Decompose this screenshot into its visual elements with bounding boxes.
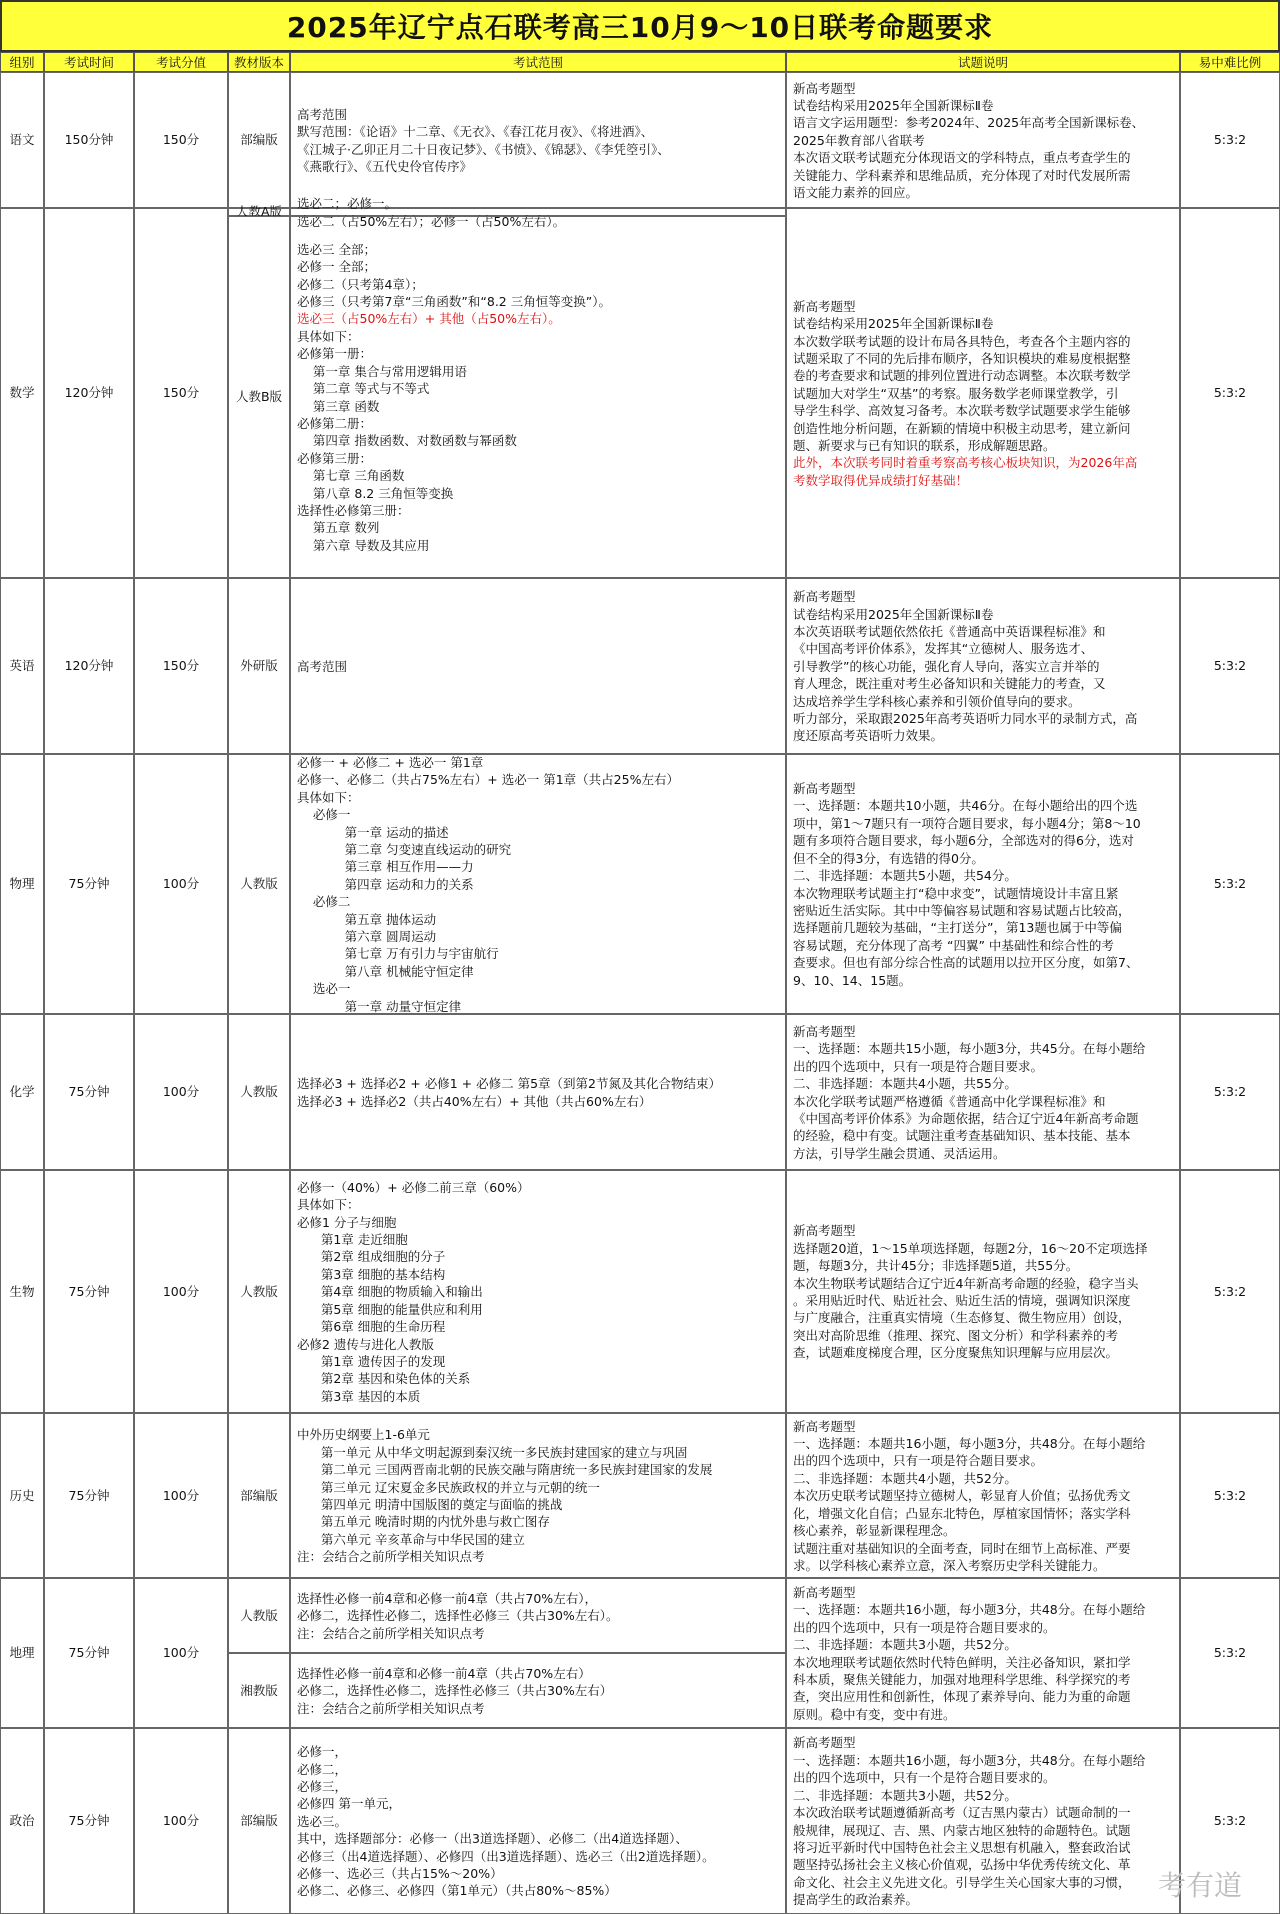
scope-line: 默写范围：《论语》十二章、《无衣》、《春江花月夜》、《将进酒》、 [297, 124, 654, 140]
description-line: 新高考题型 [793, 1223, 856, 1239]
description-line: 卷的考查要求和试题的排列位置进行动态调整。本次联考数学 [793, 368, 1131, 384]
header-version: 教材版本 [228, 52, 290, 72]
subject-cell: 生物 [0, 1170, 44, 1413]
description-line: 查，突出应用性和创新性，体现了素养导向、能力为重的命题 [793, 1689, 1131, 1705]
description-line: 本次生物联考试题结合辽宁近4年新高考命题的经验，稳字当头 [793, 1275, 1139, 1291]
description-line: 查，试题难度梯度合理，区分度聚焦知识理解与应用层次。 [793, 1345, 1119, 1361]
scope-cell [290, 196, 786, 229]
description-line: 题，每题3分，共计45分；非选择题5道，共55分。 [793, 1258, 1079, 1274]
description-line: 新高考题型 [793, 1418, 856, 1434]
scope-line: 必修二 [297, 894, 351, 910]
time-cell: 120分钟 [44, 208, 134, 578]
scope-line: 必修一（40%）+ 必修二前三章（60%） [297, 1179, 530, 1195]
scope-line: 具体如下： [297, 789, 360, 805]
scope-cell [290, 1413, 786, 1578]
scope-line: 第六章 导数及其应用 [297, 537, 430, 553]
description-line: 新高考题型 [793, 80, 856, 96]
subject-cell: 物理 [0, 754, 44, 1014]
scope-line: 第4章 细胞的物质输入和输出 [297, 1284, 483, 1300]
scope-line: 第一章 集合与常用逻辑用语 [297, 363, 467, 379]
scope-line: 第六章 圆周运动 [297, 929, 437, 945]
scope-line: 第1章 遗传因子的发现 [297, 1353, 446, 1369]
scope-line: 第一单元 从中华文明起源到秦汉统一多民族封建国家的建立与巩固 [297, 1444, 688, 1460]
description-line: 。采用贴近时代、贴近社会、贴近生活的情境，强调知识深度 [793, 1293, 1131, 1308]
description-line: 试题注重对基础知识的全面考查，同时在细节上高标准、严要 [793, 1540, 1131, 1556]
header-group: 组别 [0, 52, 44, 72]
time-cell: 120分钟 [44, 578, 134, 754]
scope-line: 选择性必修一前4章和必修一前4章（共占70%左右）， [297, 1590, 597, 1606]
description-line: 本次物理联考试题主打“稳中求变”，试题情境设计丰富且紧 [793, 885, 1119, 901]
scope-line: 必修第三册： [297, 450, 373, 466]
score-cell: 100分 [134, 1728, 228, 1914]
description-line: 此外，本次联考同时着重考察高考核心板块知识，为2026年高 [793, 455, 1138, 471]
scope-line: 第八章 8.2 三角恒等变换 [297, 485, 454, 501]
description-line: 一、选择题：本题共10小题，共46分。在每小题给出的四个选 [793, 798, 1138, 814]
description-line: 化，增强文化自信；凸显东北特色，厚植家国情怀；落实学科 [793, 1505, 1131, 1521]
description-line: 语文能力素养的回应。 [793, 185, 919, 201]
subject-cell: 化学 [0, 1014, 44, 1170]
header-ratio: 易中难比例 [1180, 52, 1280, 72]
scope-line: 第五章 数列 [297, 520, 380, 536]
scope-line: 具体如下： [297, 328, 360, 344]
subject-cell: 历史 [0, 1413, 44, 1578]
scope-line: 必修2 遗传与进化人教版 [297, 1336, 434, 1352]
scope-line: 必修二，选择性必修二，选择性必修三（共占30%左右） [297, 1683, 613, 1699]
subject-cell: 数学 [0, 208, 44, 578]
ratio-cell: 5:3:2 [1180, 1728, 1280, 1914]
scope-line: 第2章 基因和染色体的关系 [297, 1371, 471, 1387]
scope-line: 必修二（只考第4章）； [297, 276, 424, 292]
description-line: 达成培养学生学科核心素养和引领价值导向的要求。 [793, 693, 1081, 709]
scope-line: 必修四 第一单元， [297, 1796, 401, 1812]
version-cell: 人教版 [228, 754, 290, 1014]
description-cell [786, 1728, 1180, 1914]
scope-line: 选择必3 + 选择必2 + 必修1 + 必修二 第5章（到第2节氮及其化合物结束） [297, 1076, 722, 1092]
version-cell: 人教版 [228, 1578, 290, 1653]
score-cell: 100分 [134, 754, 228, 1014]
scope-line: 第二章 匀变速直线运动的研究 [297, 841, 512, 857]
description-line: 突出对高阶思维（推理、探究、图文分析）和学科素养的考 [793, 1327, 1119, 1343]
scope-line: 注：会结合之前所学相关知识点考 [297, 1549, 485, 1565]
description-line: 试题加大对学生“双基”的考察。服务数学老师课堂教学，引 [793, 385, 1119, 401]
time-cell: 75分钟 [44, 1413, 134, 1578]
scope-cell [290, 72, 786, 208]
scope-line: 第四单元 明清中国版图的奠定与面临的挑战 [297, 1497, 563, 1512]
scope-line: 选必三（占50%左右）+ 其他（占50%左右）。 [297, 311, 561, 327]
scope-cell [290, 1728, 786, 1914]
description-line: 本次语文联考试题充分体现语文的学科特点，重点考查学生的 [793, 150, 1131, 166]
description-line: 题有多项符合题目要求，每小题6分，全部选对的得6分，选对 [793, 833, 1134, 849]
ratio-cell: 5:3:2 [1180, 1413, 1280, 1578]
description-cell [786, 1170, 1180, 1413]
description-line: 选择题20道，1～15单项选择题，每题2分，16～20不定项选择 [793, 1240, 1148, 1256]
description-line: 提高学生的政治素养。 [793, 1892, 919, 1908]
description-cell [786, 578, 1180, 754]
scope-line: 必修一 全部； [297, 259, 376, 275]
scope-line: 选必三 全部； [297, 241, 376, 257]
ratio-cell: 5:3:2 [1180, 72, 1280, 208]
scope-line: 第6章 细胞的生命历程 [297, 1319, 446, 1335]
description-line: 一、选择题：本题共16小题，每小题3分，共48分。在每小题给 [793, 1752, 1146, 1768]
scope-line: 第七章 三角函数 [297, 468, 405, 484]
description-line: 本次历史联考试题坚持立德树人，彰显育人价值；弘扬优秀文 [793, 1488, 1131, 1504]
description-cell [786, 1578, 1180, 1728]
description-line: 的经验，稳中有变。试题注重考查基础知识、基本技能、基本 [793, 1128, 1131, 1144]
time-cell: 75分钟 [44, 1170, 134, 1413]
score-cell: 100分 [134, 1170, 228, 1413]
description-line: 新高考题型 [793, 1735, 856, 1751]
scope-line: 必修第一册： [297, 346, 373, 362]
description-line: 本次政治联考试题遵循新高考（辽吉黑内蒙古）试题命制的一 [793, 1805, 1131, 1821]
ratio-cell: 5:3:2 [1180, 1170, 1280, 1413]
description-line: 关键能力、学科素养和思维品质，充分体现了对时代发展所需 [793, 167, 1131, 183]
description-line: 一、选择题：本题共15小题，每小题3分，共45分。在每小题给 [793, 1041, 1146, 1057]
description-line: 考数学取得优异成绩打好基础！ [793, 472, 969, 488]
scope-cell [290, 216, 786, 578]
description-line: 二、非选择题：本题共4小题，共55分。 [793, 1076, 1017, 1092]
description-line: 本次地理联考试题依然时代特色鲜明，关注必备知识，紧扣学 [793, 1654, 1131, 1670]
description-line: 创造性地分析问题，在新颖的情境中积极主动思考，建立新问 [793, 420, 1131, 436]
scope-cell [290, 1170, 786, 1413]
description-line: 9、10、14、15题。 [793, 972, 912, 988]
scope-line: 必修二、必修三、必修四（第1单元）（共占80%～85%） [297, 1883, 617, 1899]
description-line: 但不全的得3分，有选错的得0分。 [793, 850, 984, 866]
time-cell: 75分钟 [44, 1014, 134, 1170]
scope-cell [290, 1578, 786, 1653]
scope-line: 第1章 走近细胞 [297, 1232, 408, 1248]
description-line: 导学生科学、高效复习备考。本次联考数学试题要求学生能够 [793, 403, 1131, 419]
description-cell [786, 208, 1180, 578]
scope-line: 第2章 组成细胞的分子 [297, 1249, 446, 1265]
scope-cell [290, 1653, 786, 1728]
description-line: 新高考题型 [793, 589, 856, 605]
description-cell [786, 72, 1180, 208]
description-line: 试题采取了不同的先后排布顺序，各知识模块的难易度根据整 [793, 350, 1131, 366]
scope-line: 第3章 细胞的基本结构 [297, 1266, 446, 1282]
description-line: 出的四个选项中，只有一个是符合题目要求的。 [793, 1770, 1056, 1786]
watermark: 考有道 [1157, 1869, 1242, 1902]
scope-line: 选必一 [297, 981, 351, 997]
scope-line: 第5章 细胞的能量供应和利用 [297, 1301, 483, 1317]
description-cell [786, 754, 1180, 1014]
description-line: 试卷结构采用2025年全国新课标Ⅱ卷 [793, 606, 994, 622]
description-line: 2025年教育部八省联考 [793, 132, 925, 148]
description-line: 新高考题型 [793, 1023, 856, 1039]
scope-line: 选必二（占50%左右）；必修一（占50%左右）。 [297, 213, 566, 229]
scope-line: 必修三， [297, 1778, 348, 1794]
score-cell: 100分 [134, 1413, 228, 1578]
scope-line: 第二章 等式与不等式 [297, 381, 430, 397]
version-cell: 部编版 [228, 1728, 290, 1914]
description-cell [786, 1413, 1180, 1578]
scope-line: 必修三（出4道选择题）、必修四（出3道选择题）、选必三（出2道选择题）。 [297, 1848, 715, 1864]
ratio-cell: 5:3:2 [1180, 1014, 1280, 1170]
time-cell: 150分钟 [44, 72, 134, 208]
description-line: 度还原高考英语听力效果。 [793, 728, 944, 744]
description-line: 新高考题型 [793, 298, 856, 314]
description-line: 二、非选择题：本题共3小题，共52分。 [793, 1637, 1017, 1653]
scope-line: 选择性必修一前4章和必修一前4章（共占70%左右） [297, 1665, 591, 1681]
description-line: 核心素养，彰显新课程理念。 [793, 1523, 956, 1539]
description-line: 与广度融合，注重真实情境（生态修复、微生物应用）创设， [793, 1310, 1131, 1326]
description-cell [786, 1014, 1180, 1170]
scope-line: 第二单元 三国两晋南北朝的民族交融与隋唐统一多民族封建国家的发展 [297, 1462, 713, 1478]
scope-line: 必修一 [297, 807, 351, 823]
description-line: 试卷结构采用2025年全国新课标Ⅱ卷 [793, 97, 994, 113]
scope-line: 第一章 动量守恒定律 [297, 998, 462, 1014]
version-cell: 人教版 [228, 1170, 290, 1413]
ratio-cell: 5:3:2 [1180, 208, 1280, 578]
description-line: 语言文字运用题型：参考2024年、2025年高考全国新课标卷、 [793, 115, 1145, 131]
description-line: 般规律，展现辽、吉、黑、内蒙古地区独特的命题特色。试题 [793, 1822, 1131, 1838]
scope-cell [290, 754, 786, 1014]
version-cell: 部编版 [228, 72, 290, 208]
description-line: 出的四个选项中，只有一项是符合题目要求。 [793, 1058, 1044, 1074]
header-scope: 考试范围 [290, 52, 786, 72]
description-line: 命文化、社会主义先进文化。引导学生关心国家大事的习惯， [793, 1874, 1131, 1890]
version-cell: 部编版 [228, 1413, 290, 1578]
scope-line: 注：会结合之前所学相关知识点考 [297, 1625, 485, 1641]
time-cell: 75分钟 [44, 754, 134, 1014]
scope-line: 高考范围 [297, 658, 348, 674]
scope-line: 第三章 函数 [297, 398, 380, 414]
description-line: 容易试题，充分体现了高考 “四翼” 中基础性和综合性的考 [793, 937, 1114, 953]
description-line: 题、新要求与已有知识的联系，形成解题思路。 [793, 438, 1056, 454]
description-line: 原则。稳中有变，变中有进。 [793, 1706, 956, 1722]
scope-line: 必修一， [297, 1744, 348, 1760]
scope-line: 必修一、必修二（共占75%左右）+ 选必一 第1章（共占25%左右） [297, 772, 679, 788]
description-line: 题坚持弘扬社会主义核心价值观，弘扬中华优秀传统文化、革 [793, 1857, 1131, 1873]
scope-line: 选必三。 [297, 1813, 348, 1829]
scope-line: 第五章 抛体运动 [297, 911, 437, 927]
scope-line: 第三单元 辽宋夏金多民族政权的并立与元朝的统一 [297, 1479, 600, 1495]
scope-line: 注：会结合之前所学相关知识点考 [297, 1700, 485, 1716]
description-line: 本次化学联考试题严格遵循《普通高中化学课程标准》和 [793, 1093, 1106, 1109]
description-line: 出的四个选项中，只有一项是符合题目要求的。 [793, 1619, 1056, 1635]
scope-line: 必修1 分子与细胞 [297, 1214, 397, 1230]
header-desc: 试题说明 [786, 52, 1180, 72]
description-line: 科本质，聚焦关键能力，加强对地理科学思维、科学探究的考 [793, 1671, 1131, 1687]
scope-line: 第七章 万有引力与宇宙航行 [297, 946, 499, 962]
scope-line: 中外历史纲要上1-6单元 [297, 1427, 430, 1443]
scope-line: 第三章 相互作用——力 [297, 859, 474, 875]
subject-cell: 地理 [0, 1578, 44, 1728]
version-cell: 人教B版 [228, 216, 290, 578]
ratio-cell: 5:3:2 [1180, 754, 1280, 1014]
description-line: 一、选择题：本题共16小题，每小题3分，共48分。在每小题给 [793, 1602, 1146, 1618]
scope-line: 选必二；必修一。 [297, 196, 398, 212]
description-line: 一、选择题：本题共16小题，每小题3分，共48分。在每小题给 [793, 1436, 1146, 1452]
description-line: 听力部分，采取跟2025年高考英语听力同水平的录制方式，高 [793, 711, 1138, 727]
scope-line: 必修一 + 必修二 + 选必一 第1章 [297, 754, 484, 770]
scope-line: 选择必3 + 选择必2（共占40%左右）+ 其他（共占60%左右） [297, 1093, 652, 1109]
description-line: 新高考题型 [793, 781, 856, 797]
description-line: 本次数学联考试题的设计布局各具特色，考查各个主题内容的 [793, 333, 1131, 349]
score-cell: 150分 [134, 72, 228, 208]
version-cell: 人教A版 [228, 208, 290, 216]
score-cell: 150分 [134, 208, 228, 578]
scope-line: 必修二，选择性必修二，选择性必修三（共占30%左右）。 [297, 1608, 619, 1624]
scope-line: 第一章 运动的描述 [297, 824, 449, 840]
subject-cell: 英语 [0, 578, 44, 754]
description-line: 求。以学科核心素养立意，深入考察历史学科关键能力。 [793, 1557, 1106, 1573]
scope-line: 《江城子·乙卯正月二十日夜记梦》、《书愤》、《锦瑟》、《李凭箜引》、 [297, 141, 670, 157]
ratio-cell: 5:3:2 [1180, 1578, 1280, 1728]
description-line: 二、非选择题：本题共4小题，共52分。 [793, 1470, 1017, 1486]
scope-cell [290, 1014, 786, 1170]
scope-line: 第四章 运动和力的关系 [297, 876, 474, 892]
description-line: 将习近平新时代中国特色社会主义思想有机融入，整套政治试 [793, 1839, 1131, 1855]
scope-cell [290, 578, 786, 754]
ratio-cell: 5:3:2 [1180, 578, 1280, 754]
scope-line: 必修一、选必三（共占15%～20%） [297, 1866, 503, 1882]
score-cell: 100分 [134, 1578, 228, 1728]
scope-line: 必修二， [297, 1761, 348, 1777]
scope-line: 第六单元 辛亥革命与中华民国的建立 [297, 1531, 525, 1547]
description-line: 《中国高考评价体系》，发挥其“立德树人、服务选才、 [793, 641, 1094, 657]
description-line: 《中国高考评价体系》为命题依据，结合辽宁近4年新高考命题 [793, 1110, 1139, 1126]
description-line: 新高考题型 [793, 1584, 856, 1600]
time-cell: 75分钟 [44, 1578, 134, 1728]
scope-line: 《燕歌行》、《五代史伶官传序》 [297, 158, 473, 174]
description-line: 育人理念，既注重对考生必备知识和关键能力的考查，又 [793, 676, 1106, 692]
scope-line: 高考范围 [297, 106, 348, 122]
scope-line: 选择性必修第三册： [297, 502, 410, 518]
scope-line: 第五单元 晚清时期的内忧外患与救亡图存 [297, 1514, 550, 1530]
description-line: 二、非选择题：本题共5小题，共54分。 [793, 868, 1017, 884]
scope-line: 第四章 指数函数、对数函数与幂函数 [297, 433, 517, 449]
version-cell: 湘教版 [228, 1653, 290, 1728]
page-title: 2025年辽宁点石联考高三10月9～10日联考命题要求 [0, 0, 1280, 52]
description-line: 二、非选择题：本题共3小题，共52分。 [793, 1787, 1017, 1803]
description-line: 项中，第1～7题只有一项符合题目要求，每小题4分；第8～10 [793, 815, 1141, 831]
description-line: 密贴近生活实际。其中中等偏容易试题和容易试题占比较高， [793, 902, 1131, 918]
version-cell: 人教版 [228, 1014, 290, 1170]
description-line: 选择题前几题较为基础，“主打送分”，第13题也属于中等偏 [793, 920, 1122, 936]
score-cell: 150分 [134, 578, 228, 754]
time-cell: 75分钟 [44, 1728, 134, 1914]
scope-line: 必修第二册： [297, 415, 373, 431]
description-line: 试卷结构采用2025年全国新课标Ⅱ卷 [793, 316, 994, 332]
subject-cell: 政治 [0, 1728, 44, 1914]
header-time: 考试时间 [44, 52, 134, 72]
scope-line: 第3章 基因的本质 [297, 1388, 421, 1404]
description-line: 本次英语联考试题依然依托《普通高中英语课程标准》和 [793, 623, 1106, 639]
score-cell: 100分 [134, 1014, 228, 1170]
header-score: 考试分值 [134, 52, 228, 72]
description-line: 引导教学”的核心功能，强化育人导向，落实立言并举的 [793, 658, 1100, 674]
scope-line: 必修三（只考第7章“三角函数”和“8.2 三角恒等变换”）。 [297, 294, 611, 310]
description-line: 查要求。但也有部分综合性高的试题用以拉开区分度，如第7、 [793, 955, 1139, 971]
scope-line: 第八章 机械能守恒定律 [297, 963, 474, 979]
description-line: 方法，引导学生融会贯通、灵活运用。 [793, 1145, 1006, 1161]
subject-cell: 语文 [0, 72, 44, 208]
version-cell: 外研版 [228, 578, 290, 754]
scope-line: 其中，选择题部分：必修一（出3道选择题）、必修二（出4道选择题）、 [297, 1831, 688, 1847]
scope-line: 具体如下： [297, 1197, 360, 1213]
description-line: 出的四个选项中，只有一项是符合题目要求。 [793, 1453, 1044, 1469]
